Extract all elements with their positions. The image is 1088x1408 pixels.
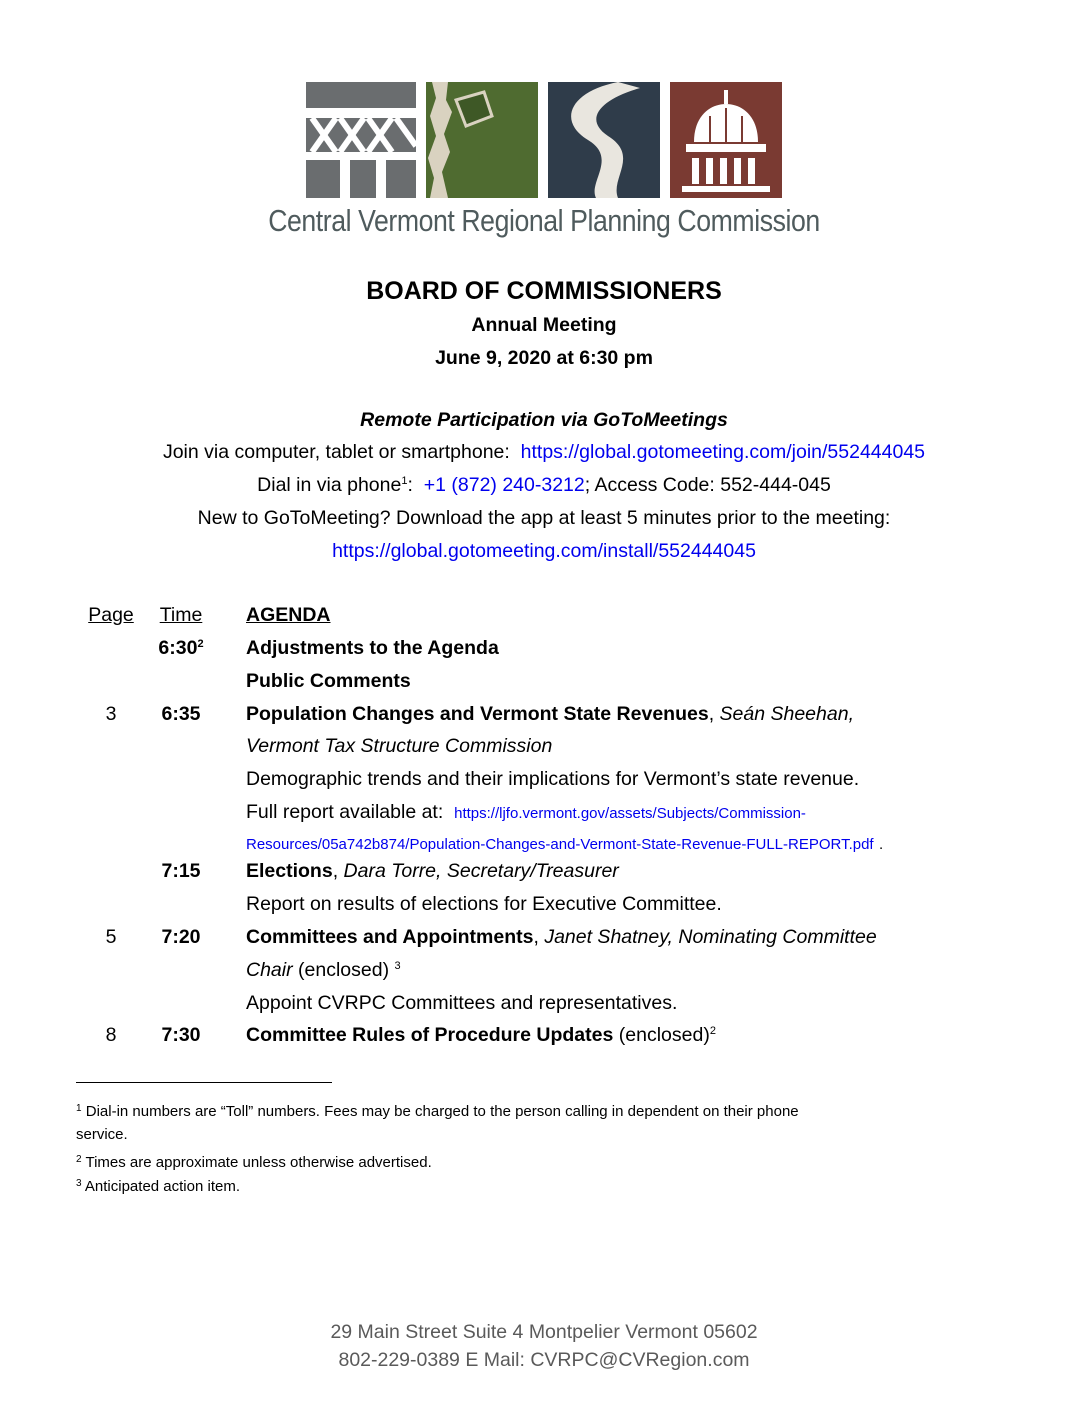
access-code: ; Access Code: 552-444-045 bbox=[584, 474, 831, 496]
footnote: $^3$ Anticipated action item. bbox=[76, 1178, 240, 1195]
join-link[interactable]: https://global.gotomeeting.com/join/552444045 bbox=[520, 441, 926, 463]
col-page-header: Page bbox=[88, 604, 134, 626]
item-page: 3 bbox=[105, 703, 117, 725]
agenda-item-report bbox=[0, 801, 1088, 833]
agenda-item-desc bbox=[0, 992, 1088, 1024]
agenda-item-cont bbox=[0, 959, 1088, 991]
new-user-note: New to GoToMeeting? Download the app at least 5 minutes prior to the meeting: bbox=[197, 507, 891, 529]
cvrpc-logo bbox=[306, 82, 782, 198]
agenda-item bbox=[0, 1024, 1088, 1056]
col-agenda-header: AGENDA bbox=[246, 604, 331, 626]
note-footnote-ref: 2 bbox=[709, 1025, 716, 1037]
report-link-cont[interactable]: Resources/05a742b874/Population-Changes-and-Vermont-State-Revenue-FULL-REPORT.pdf bbox=[246, 836, 874, 853]
item-description: Report on results of elections for Executive Committee. bbox=[246, 893, 722, 915]
item-description: Demographic trends and their implications for Vermont’s state revenue. bbox=[246, 768, 860, 790]
report-line2: Resources/05a742b874/Population-Changes-and-Vermont-State-Revenue-FULL-REPORT.pdf . bbox=[246, 836, 884, 853]
item-presenter-line2: Vermont Tax Structure Commission bbox=[246, 735, 553, 757]
item-title: Public Comments bbox=[246, 670, 411, 692]
meeting-date: June 9, 2020 at 6:30 pm bbox=[435, 347, 653, 369]
footnote: $^2$ Times are approximate unless otherwise advertised. bbox=[76, 1154, 432, 1171]
remote-heading: Remote Participation via GoToMeetings bbox=[360, 409, 728, 431]
meeting-type: Annual Meeting bbox=[471, 314, 617, 336]
footer-address: 29 Main Street Suite 4 Montpelier Vermont 05602 bbox=[330, 1321, 758, 1343]
item-title-line: Elections, Dara Torre, Secretary/Treasurer bbox=[246, 860, 619, 882]
dial-label: Dial in via phone bbox=[257, 474, 402, 496]
agenda-item bbox=[0, 703, 1088, 735]
item-description: Appoint CVRPC Committees and representatives. bbox=[246, 992, 678, 1014]
item-title-line: Committee Rules of Procedure Updates (enclosed)$^2$ bbox=[246, 1024, 716, 1046]
item-presenter: Seán Sheehan, bbox=[719, 703, 854, 725]
item-title-line: Committees and Appointments, Janet Shatney, Nominating Committee bbox=[246, 926, 877, 948]
dial-footnote-ref: 1 bbox=[401, 475, 408, 487]
dial-number-link[interactable]: +1 (872) 240-3212 bbox=[423, 474, 585, 496]
note-footnote-ref: 3 bbox=[394, 960, 401, 972]
item-presenter: Dara Torre, Secretary/Treasurer bbox=[343, 860, 619, 882]
agenda-header-row bbox=[0, 604, 1088, 636]
report-link[interactable]: https://ljfo.vermont.gov/assets/Subjects/Commission- bbox=[454, 805, 806, 822]
agenda-item-desc bbox=[0, 768, 1088, 800]
capitol-dome-icon bbox=[670, 82, 782, 198]
item-title-line: Population Changes and Vermont State Revenues, Seán Sheehan, bbox=[246, 703, 854, 725]
dial-line bbox=[0, 474, 1088, 497]
agenda-item bbox=[0, 670, 1088, 702]
footer-contact: 802-229-0389 E Mail: CVRPC@CVRegion.com bbox=[338, 1349, 750, 1371]
item-title: Adjustments to the Agenda bbox=[246, 637, 499, 659]
agenda-item-cont bbox=[0, 735, 1088, 767]
item-page: 5 bbox=[105, 926, 117, 948]
report-line: Full report available at: https://ljfo.vermont.gov/assets/Subjects/Commission- bbox=[246, 801, 806, 823]
item-time: 7:20 bbox=[161, 926, 201, 948]
item-page: 8 bbox=[105, 1024, 117, 1046]
agenda-item-desc bbox=[0, 893, 1088, 925]
install-link[interactable]: https://global.gotomeeting.com/install/552444045 bbox=[332, 540, 756, 562]
item-time: $6:30^2$ bbox=[158, 637, 204, 659]
join-label: Join via computer, tablet or smartphone: bbox=[162, 441, 510, 463]
col-time-header: Time bbox=[159, 604, 203, 626]
dial-colon: : bbox=[407, 474, 413, 496]
footnote-divider bbox=[76, 1082, 332, 1083]
join-line bbox=[0, 441, 1088, 464]
item-time: 6:35 bbox=[161, 703, 201, 725]
agenda-item bbox=[0, 637, 1088, 669]
time-footnote-ref: 2 bbox=[197, 638, 204, 650]
footnote: $^1$ Dial-in numbers are “Toll” numbers. Fees may be charged to the person calling in dependent on their phone service. bbox=[76, 1103, 799, 1143]
bridge-icon bbox=[306, 82, 416, 198]
river-icon bbox=[548, 82, 660, 198]
item-time: 7:15 bbox=[161, 860, 201, 882]
vermont-map-icon bbox=[426, 82, 538, 198]
item-presenter: Janet Shatney, Nominating Committee bbox=[544, 926, 877, 948]
page-title: BOARD OF COMMISSIONERS bbox=[366, 277, 722, 305]
item-presenter-line2: Chair (enclosed) $^3$ bbox=[246, 959, 401, 981]
org-name: Central Vermont Regional Planning Commission bbox=[268, 203, 820, 238]
agenda-item bbox=[0, 860, 1088, 892]
install-line bbox=[0, 540, 1088, 563]
agenda-item bbox=[0, 926, 1088, 958]
item-time: 7:30 bbox=[161, 1024, 201, 1046]
